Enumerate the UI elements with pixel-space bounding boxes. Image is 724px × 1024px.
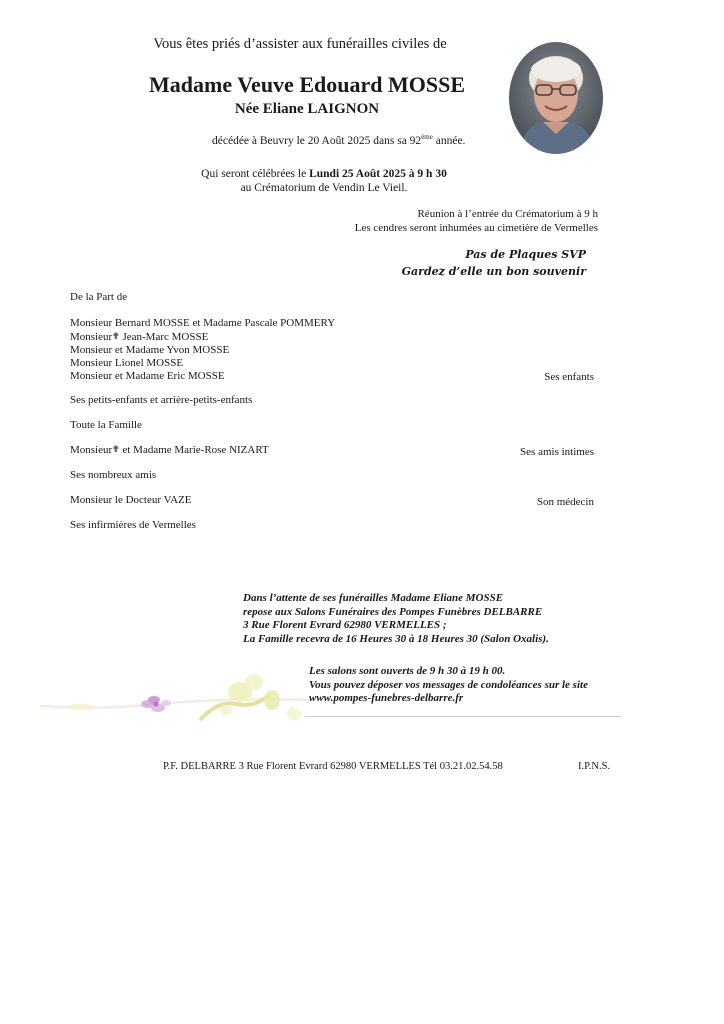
children-list — [70, 317, 335, 383]
orchid-flowers-icon — [40, 670, 320, 730]
list-item: Monsieur et Madame Eric MOSSE — [70, 370, 225, 382]
list-item: Monsieur Bernard MOSSE et Madame Pascale POMMERY — [70, 317, 336, 329]
list-item-prefix: Monsieur — [70, 331, 113, 343]
list-item: Monsieur et Madame Yvon MOSSE — [70, 344, 230, 356]
ceremony-prefix: Qui seront célébrées le — [201, 168, 310, 180]
death-sup: ème — [421, 133, 433, 141]
death-notice — [212, 133, 465, 147]
no-plaques-note: Pas de Plaques SVP — [465, 248, 586, 261]
maiden-name: Née Eliane LAIGNON — [234, 101, 380, 117]
list-item — [70, 330, 335, 344]
doctor-name: Monsieur le Docteur VAZE — [70, 494, 192, 506]
portrait-svg — [509, 42, 603, 154]
de-la-part: De la Part de — [70, 291, 128, 303]
friend-prefix: Monsieur — [70, 444, 113, 456]
salons-info — [243, 592, 549, 646]
ceremony-date: Lundi 25 Août 2025 à 9 h 30 — [309, 168, 447, 180]
hours-line-2: Vous pouvez déposer vos messages de condoléances sur le site — [309, 678, 588, 691]
family: Toute la Famille — [70, 419, 142, 431]
friends: Ses nombreux amis — [70, 469, 157, 481]
ipns-mark: I.P.N.S. — [578, 761, 611, 772]
friend-line — [70, 444, 269, 456]
cross-icon: ✟ — [112, 331, 120, 341]
cross-icon: ✟ — [112, 444, 120, 454]
salons-line-4: La Famille recevra de 16 Heures 30 à 18 Heures 30 (Salon Oxalis). — [243, 632, 549, 645]
children-role: Ses enfants — [544, 371, 594, 383]
portrait-photo-icon — [509, 42, 603, 154]
death-after: année. — [432, 134, 466, 147]
hours-line-1: Les salons sont ouverts de 9 h 30 à 19 h 00. — [309, 665, 506, 677]
grandchildren: Ses petits-enfants et arrière-petits-enfants — [70, 394, 253, 406]
list-item: Monsieur Lionel MOSSE — [70, 357, 184, 369]
nurses: Ses infirmières de Vermelles — [70, 519, 196, 531]
divider — [305, 716, 621, 717]
salons-line-2: repose aux Salons Funéraires des Pompes Funèbres DELBARRE — [243, 605, 543, 618]
ceremony-date-line — [0, 167, 648, 181]
friend-name: et Madame Marie-Rose NIZART — [119, 444, 269, 456]
intro-text: Vous êtes priés d’assister aux funérailles civiles de — [153, 36, 447, 52]
ceremony-info — [0, 167, 648, 195]
death-text: décédée à Beuvry le 20 Août 2025 dans sa 92 — [212, 134, 422, 147]
deceased-name: Madame Veuve Edouard MOSSE — [149, 72, 465, 97]
doctor-role: Son médecin — [536, 496, 594, 508]
hours-info — [309, 665, 588, 706]
reunion-info — [355, 207, 598, 235]
salons-line-3: 3 Rue Florent Evrard 62980 VERMELLES ; — [243, 619, 447, 631]
friend-role: Ses amis intimes — [520, 446, 594, 458]
footer-address: P.F. DELBARRE 3 Rue Florent Evrard 62980 VERMELLES Tél 03.21.02.54.58 — [163, 761, 503, 772]
reunion-line-1: Réunion à l’entrée du Crématorium à 9 h — [417, 208, 598, 220]
decor-svg — [40, 670, 320, 730]
reunion-line-2: Les cendres seront inhumées au cimetière de Vermelles — [354, 222, 598, 234]
souvenir-note: Gardez d’elle un bon souvenir — [401, 265, 586, 278]
salons-line-1: Dans l’attente de ses funérailles Madame Eliane MOSSE — [243, 592, 504, 604]
ceremony-place: au Crématorium de Vendin Le Vieil. — [240, 182, 408, 194]
website-link[interactable]: www.pompes-funebres-delbarre.fr — [309, 692, 464, 704]
list-item-name: Jean-Marc MOSSE — [119, 331, 209, 343]
